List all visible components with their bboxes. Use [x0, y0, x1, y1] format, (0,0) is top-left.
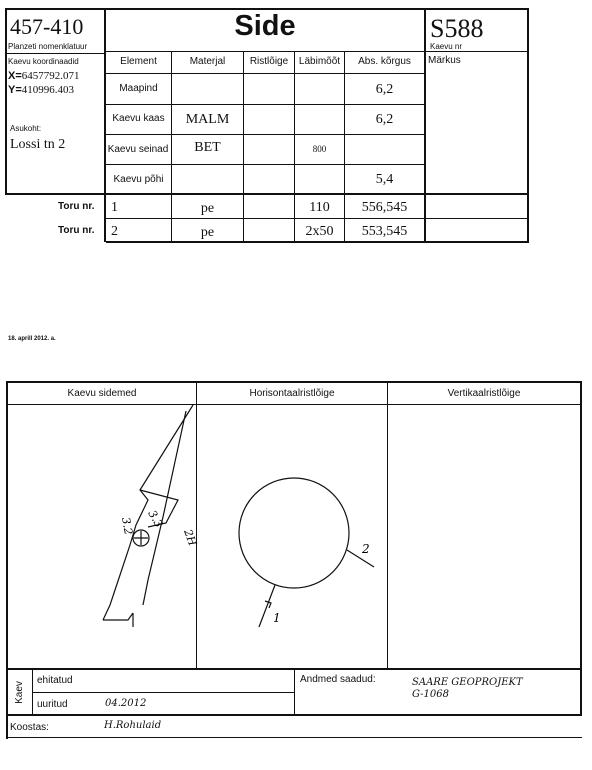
sketch-label-2: 2: [362, 542, 370, 556]
location-value: Lossi tn 2: [10, 137, 66, 152]
header-section: Ristlõige: [249, 56, 289, 67]
coords-label: Kaevu koordinaadid: [8, 57, 79, 66]
pipe-label: Toru nr.: [58, 225, 95, 236]
well-number: S588: [430, 14, 484, 43]
x-coordinate: [8, 70, 80, 82]
col-header-horizontal: Horisontaalristlõige: [249, 388, 335, 399]
connections-sketch: [8, 405, 200, 668]
pipe-diameter: 2x50: [305, 224, 334, 239]
horizontal-section-sketch: [197, 405, 387, 668]
pipe-material: pe: [200, 201, 215, 216]
data-from-value: SAARE GEOPROJEKT: [412, 677, 523, 688]
col-header-connections: Kaevu sidemed: [67, 388, 137, 399]
header-material: Materjal: [189, 56, 226, 67]
kaev-label-cell: [6, 670, 32, 714]
x-value: 6457792.071: [21, 70, 80, 82]
pipe-height: 553,545: [361, 224, 408, 239]
built-label: ehitatud: [37, 675, 73, 686]
surveyed-label: uuritud: [37, 699, 68, 710]
remarks-label: Märkus: [428, 55, 461, 66]
header-element: Element: [120, 56, 157, 67]
sketch-label-a: 3.2: [119, 516, 135, 536]
sketch-label-c: 2H: [181, 527, 200, 548]
row-height: 6,2: [375, 82, 394, 97]
y-coordinate: [8, 84, 74, 96]
kaev-label: Kaev: [13, 680, 25, 704]
row-diameter: 800: [312, 144, 327, 154]
header-diameter: Läbimõõt: [298, 56, 341, 67]
y-value: 410996.403: [21, 84, 75, 96]
pipe-number: 1: [111, 200, 118, 215]
compiled-label: Koostas:: [10, 722, 49, 733]
pipe-number: 2: [111, 224, 118, 239]
header-height: Abs. kõrgus: [358, 56, 411, 67]
row-element: Kaevu kaas: [112, 113, 165, 124]
y-label: Y=: [8, 84, 22, 96]
row-element: Kaevu seinad: [107, 144, 169, 155]
x-label: X=: [8, 70, 22, 82]
sketch-label-b: 3.3: [145, 508, 166, 530]
col-header-vertical: Vertikaalristlõige: [447, 388, 521, 399]
pipe-material: pe: [200, 225, 215, 240]
surveyed-value: 04.2012: [105, 698, 147, 709]
well-label: Kaevu nr: [430, 42, 463, 51]
row-material: BET: [194, 140, 221, 155]
document-title: Side: [234, 10, 296, 42]
data-from-code: G-1068: [412, 689, 450, 700]
pipe-label: Toru nr.: [58, 201, 95, 212]
date-note: 18. aprill 2012. a.: [8, 336, 56, 342]
location-label: Asukoht:: [10, 124, 42, 133]
nomenclature-label: Planzeti nomenklatuur: [8, 42, 88, 51]
sketch-label-1: 1: [273, 611, 281, 625]
row-material: MALM: [185, 112, 230, 127]
pipe-diameter: 110: [309, 200, 330, 215]
row-element: Maapind: [119, 83, 158, 94]
data-from-label: Andmed saadud:: [300, 674, 376, 685]
nomenclature-number: 457-410: [10, 14, 84, 39]
row-height: 6,2: [375, 112, 394, 127]
row-element: Kaevu põhi: [113, 174, 164, 185]
row-height: 5,4: [375, 172, 394, 187]
compiled-value: H.Rohulaid: [104, 720, 162, 731]
pipe-height: 556,545: [361, 200, 408, 215]
